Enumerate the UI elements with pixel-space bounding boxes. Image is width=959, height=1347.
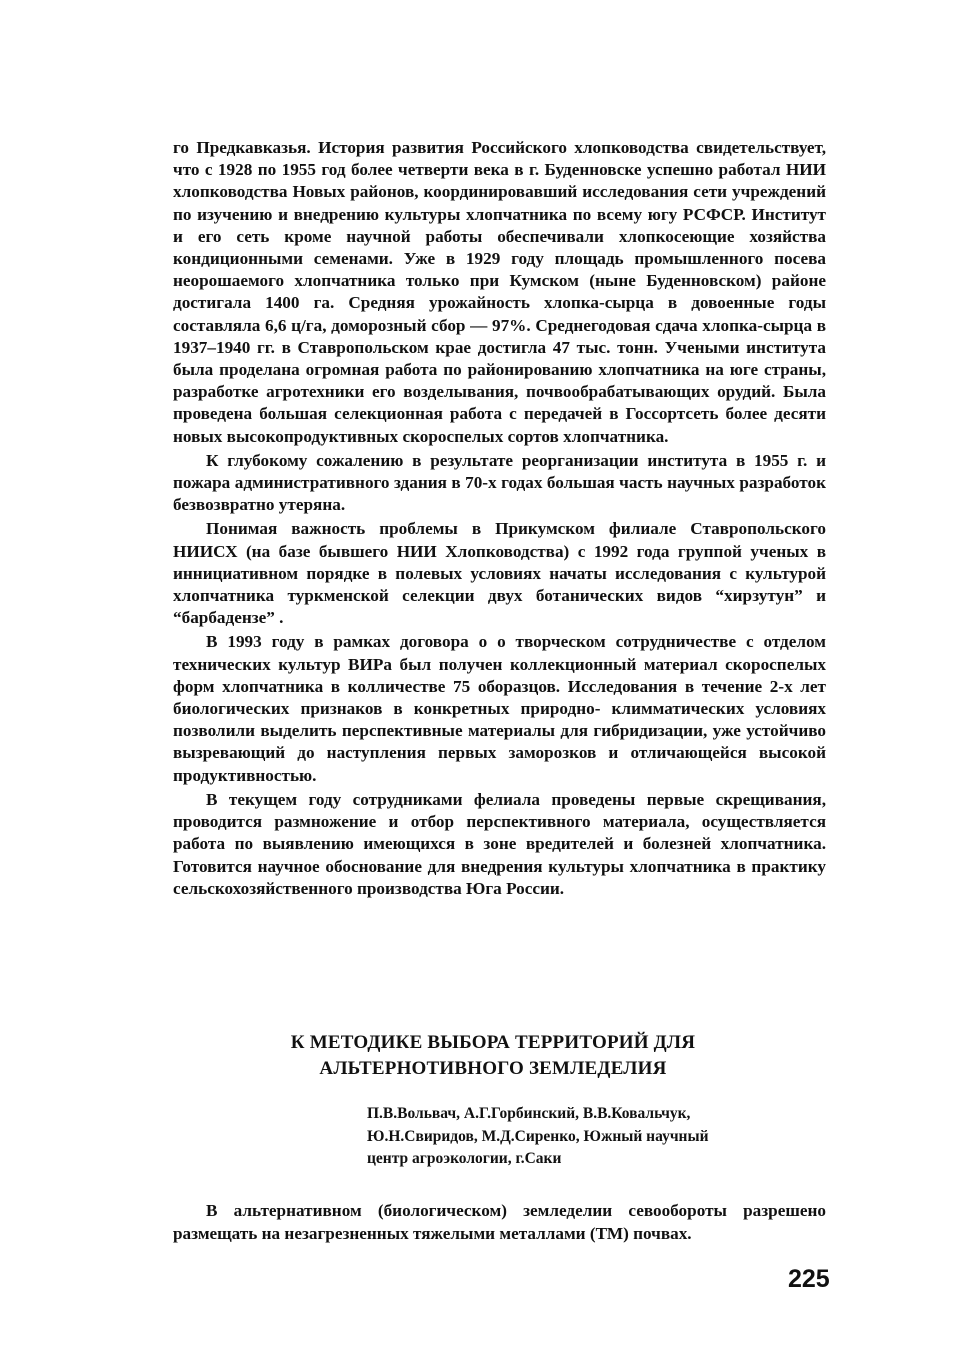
paragraph-loss: К глубокому сожалению в результате реорганизации института в 1955 г. и пожара административного здания в 70-х годах большая часть научных разработок безвозвратно утеряна. [173, 450, 826, 515]
title-line: К МЕТОДИКЕ ВЫБОРА ТЕРРИТОРИЙ ДЛЯ [290, 1032, 696, 1053]
paragraph-research-start: Понимая важность проблемы в Прикумском филиале Ставропольского НИИСХ (на базе бывшего НИИ Хлопководства) с 1992 года группой ученых в иннициативном порядке в полевых условиях начаты исследования с культурой хлопчатника туркменской селекции двух ботанических видов “хирзутун” и “барбадензе” . [173, 519, 826, 628]
main-text [173, 137, 826, 900]
author-line: П.В.Вольвач, А.Г.Горбинский, В.В.Ковальчук, [367, 1105, 691, 1122]
article-title [173, 1030, 813, 1082]
page-number: 225 [788, 1265, 830, 1293]
author-line: центр агроэкологии, г.Саки [367, 1150, 562, 1167]
article-authors [367, 1103, 787, 1171]
paragraph-current-year: В текущем году сотрудниками фелиала проведены первые скрещивания, проводится размножение и отбор перспективного материала, осуществляется работа по выявлению имеющихся в зоне вредителей и болезней хлопчатника. Готовится научное обоснование для внедрения культуры хлопчатника в практику сельскохозяйственного производства Юга России. [173, 789, 826, 898]
title-line: АЛЬТЕРНОТИВНОГО ЗЕМЛЕДЕЛИЯ [319, 1058, 667, 1079]
article-intro: В альтернативном (биологическом) земледелии севообороты разрешено размещать на незагрезненных тяжелыми металлами (ТМ) почвах. [173, 1201, 826, 1243]
paragraph-collection: В 1993 году в рамках договора о о творческом сотрудничестве с отделом технических культур ВИРа был получен коллекционный материал скороспелых форм хлопчатника в колличестве 75 оборазцов. Исследования в течение 2-х лет биологических признаков в конкретных природно- климматических условиях позволили выделить перспективные материалы для гибридизации, уже устойчиво вызревающий до наступления первых заморозков и отличающейся высокой продуктивностью. [173, 632, 826, 785]
author-line: Ю.Н.Свиридов, М.Д.Сиренко, Южный научный [367, 1127, 709, 1145]
paragraph-history: го Предкавказья. История развития Российского хлопководства свидетельствует, что с 1928 по 1955 год более четверти века в г. Буденновске успешно работал НИИ хлопководства Новых районов, координировавший исследования сети учреждений по изучению и внедрению культуры хлопчатника по всему югу РСФСР. Институт и его сеть кроме научной работы обеспечивали хлопкосеющие хозяйства кондиционными семенами. Уже в 1929 году площадь промышленного посева неорошаемого хлопчатника только при Кумском (ныне Буденновском) районе достигала 1400 га. Средняя урожайность хлопка-сырца в довоенные годы составляла 6,6 ц/га, доморозный сбор — 97%. Среднегодовая сдача хлопка-сырца в 1937–1940 гг. в Ставропольском крае достигла 47 тыс. тонн. Учеными института была проделана огромная работа по районированию хлопчатника на юге страны, разработке агротехники его возделывания, почвообрабатывающих орудий. Была проведена большая селекционная работа с передачей в Госсортсеть более десяти новых высокопродуктивных скороспелых сортов хлопчатника. [173, 138, 826, 446]
